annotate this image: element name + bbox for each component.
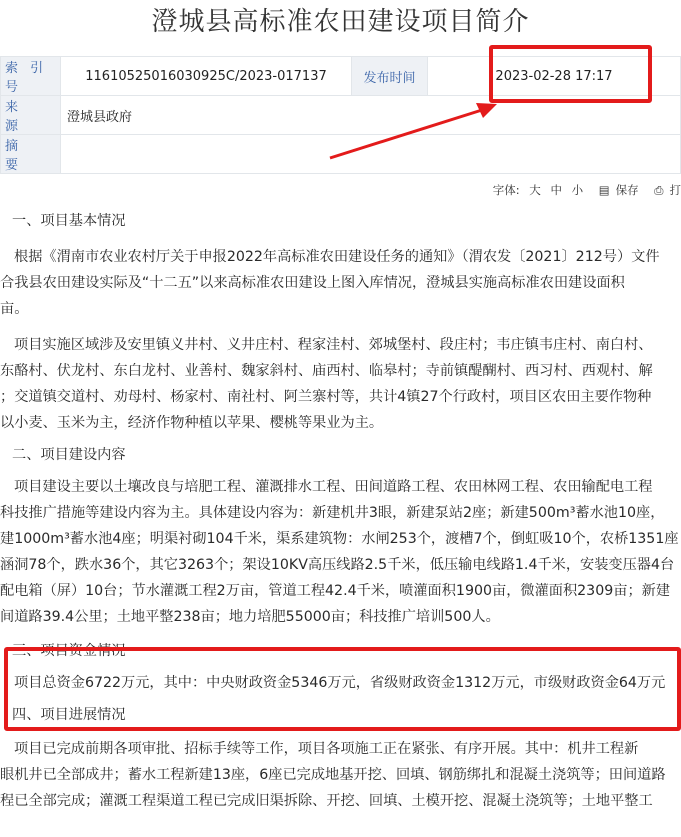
- paragraph-line: 眼机井已全部成井；蓄水工程新建13座，6座已完成地基开挖、回填、钢筋绑扎和混凝土浇筑等；田间道路: [0, 767, 666, 783]
- publish-time-value: 2023-02-28 17:17: [428, 57, 681, 96]
- page-title: 澄城县高标准农田建设项目简介: [151, 7, 530, 37]
- summary-label: 摘 要: [1, 135, 61, 174]
- font-size-label: 字体:: [492, 183, 520, 197]
- paragraph-line: 合我县农田建设实际及“十二五”以来高标准农田建设上图入库情况，澄城县实施高标准农田建设面积: [0, 275, 625, 291]
- paragraph-line: 根据《渭南市农业农村厅关于申报2022年高标准农田建设任务的通知》（渭农发〔2021〕212号）文件: [14, 249, 660, 265]
- paragraph-line: 程已全部完成；灌溉工程渠道工程已完成旧渠拆除、开挖、回填、土模开挖、混凝土浇筑等；土地平整工: [0, 793, 653, 809]
- publish-time-label: 发布时间: [352, 57, 428, 96]
- paragraph-line: 项目总资金6722万元，其中：中央财政资金5346万元，省级财政资金1312万元，市级财政资金64万元: [14, 675, 666, 691]
- paragraph-line: 建1000m³蓄水池4座；明渠衬砌104千米，渠系建筑物：水闸253个，渡槽7个，倒虹吸10个，农桥1351座: [0, 531, 679, 547]
- paragraph-line: 东酪村、伏龙村、东白龙村、业善村、魏家斜村、庙西村、临皋村；寺前镇醍醐村、西习村、西观村、解: [0, 363, 653, 379]
- section-heading-2: 二、项目建设内容: [12, 447, 126, 463]
- font-large-link[interactable]: 大: [529, 183, 541, 197]
- font-small-link[interactable]: 小: [571, 183, 584, 197]
- source-label: 来 源: [1, 96, 61, 135]
- font-medium-link[interactable]: 中: [550, 183, 562, 197]
- section-heading-1: 一、项目基本情况: [12, 213, 126, 229]
- print-icon: ⎙: [654, 183, 664, 197]
- paragraph-line: 项目实施区域涉及安里镇义井村、义井庄村、程家洼村、郊城堡村、段庄村；韦庄镇韦庄村、南白村、: [14, 337, 653, 353]
- source-value: 澄城县政府: [61, 96, 681, 135]
- paragraph-line: 涵洞78个，跌水36个，其它3263个；架设10KV高压线路2.5千米，低压输电线路1.4千米，安装变压器4台: [0, 557, 675, 573]
- section-heading-4: 四、项目进展情况: [12, 707, 126, 723]
- paragraph-line: ；交道镇交道村、劝母村、杨家村、南社村、阿兰寨村等，共计4镇27个行政村，项目区农田主要作物种: [0, 389, 652, 405]
- save-label: 保存: [615, 183, 639, 197]
- paragraph-line: 间道路39.4公里；土地平整238亩；地力培肥55000亩；科技推广培训500人。: [0, 609, 500, 625]
- paragraph-line: 项目建设主要以土壤改良与培肥工程、灌溉排水工程、田间道路工程、农田林网工程、农田输配电工程: [14, 479, 653, 495]
- paragraph-line: 科技推广措施等建设内容为主。具体建设内容为：新建机井3眼，新建泵站2座；新建500m³蓄水池10座，: [0, 505, 665, 521]
- paragraph-line: 配电箱（屏）10台；节水灌溉工程2万亩，管道工程42.4千米，喷灌面积1900亩，微灌面积2309亩；新建: [0, 583, 671, 599]
- print-label: 打: [669, 183, 681, 197]
- paragraph-line: 项目已完成前期各项审批、招标手续等工作，项目各项施工正在紧张、有序开展。其中：机井工程新: [14, 741, 639, 757]
- paragraph-line: 亩。: [0, 301, 29, 317]
- section-heading-3: 三、项目资金情况: [12, 643, 126, 659]
- index-label: 索 引 号: [1, 57, 61, 96]
- index-value: 11610525016030925C/2023-017137: [61, 57, 352, 96]
- paragraph-line: 以小麦、玉米为主，经济作物种植以苹果、樱桃等果业为主。: [0, 415, 384, 431]
- save-icon: ▤: [598, 183, 610, 197]
